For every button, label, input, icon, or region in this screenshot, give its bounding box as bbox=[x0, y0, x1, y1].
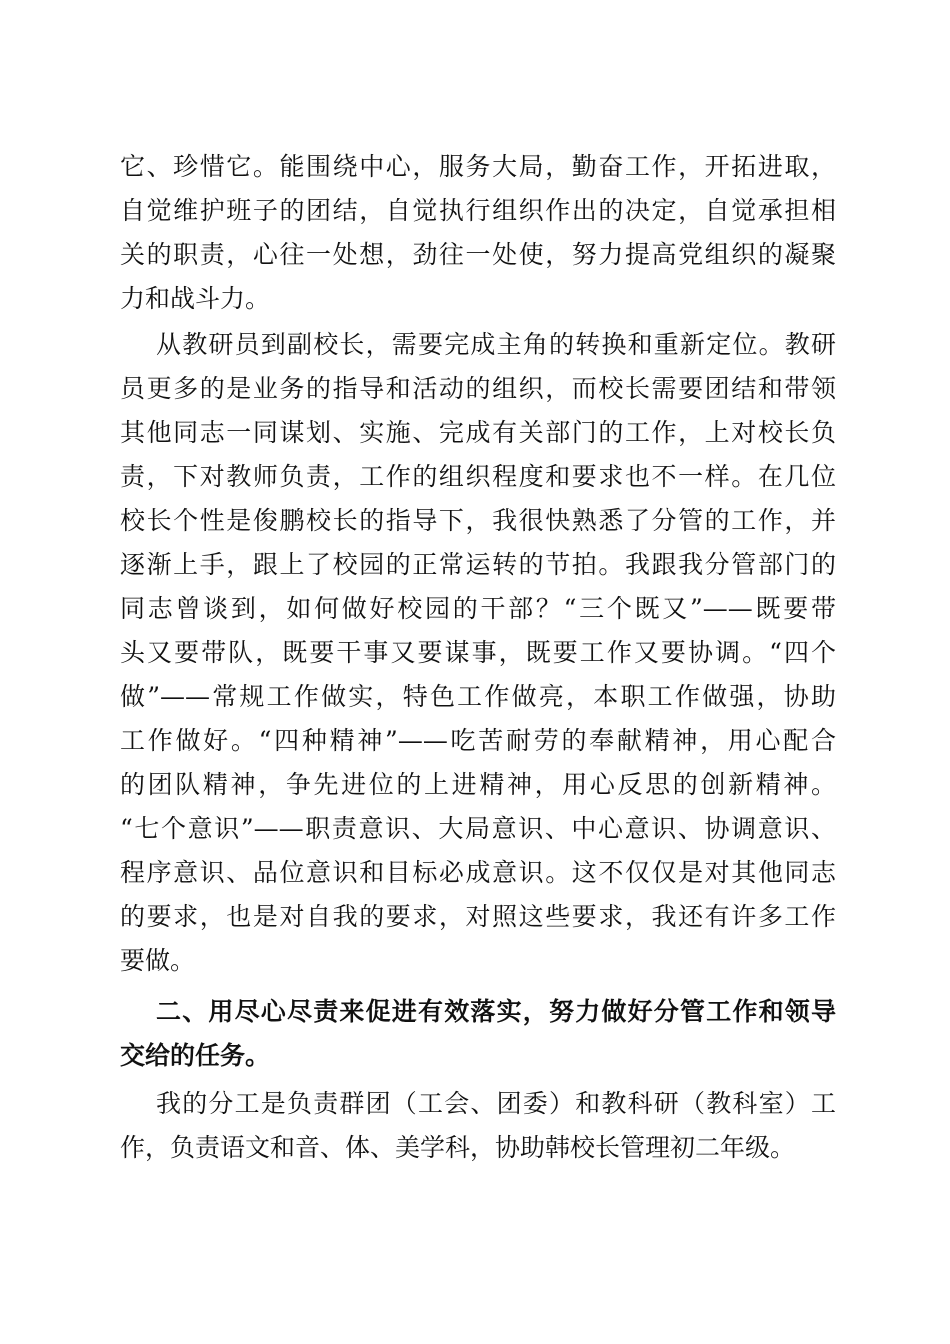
paragraph-2 bbox=[120, 323, 836, 983]
text-line: “七个意识”——职责意识、大局意识、中心意识、协调意识、 bbox=[120, 814, 836, 843]
text-line: 它、珍惜它。能围绕中心，服务大局，勤奋工作，开拓进取， bbox=[120, 152, 836, 181]
text-line: 的要求，也是对自我的要求，对照这些要求，我还有许多工作 bbox=[120, 902, 836, 931]
section-heading bbox=[120, 990, 836, 1078]
text-line: 自觉维护班子的团结，自觉执行组织作出的决定，自觉承担相 bbox=[120, 196, 836, 225]
text-line: 同志曾谈到，如何做好校园的干部？“三个既又”——既要带 bbox=[120, 594, 836, 623]
text-line: 头又要带队，既要干事又要谋事，既要工作又要协调。“四个 bbox=[120, 638, 836, 667]
text-line: 其他同志一同谋划、实施、完成有关部门的工作，上对校长负 bbox=[120, 418, 836, 447]
text-line: 从教研员到副校长，需要完成主角的转换和重新定位。教研 bbox=[156, 330, 836, 359]
heading-line: 交给的任务。 bbox=[120, 1041, 271, 1070]
heading-line: 二、用尽心尽责来促进有效落实，努力做好分管工作和领导 bbox=[156, 997, 836, 1026]
text-line: 员更多的是业务的指导和活动的组织，而校长需要团结和带领 bbox=[120, 374, 836, 403]
text-line: 责，下对教师负责，工作的组织程度和要求也不一样。在几位 bbox=[120, 462, 836, 491]
text-line: 逐渐上手，跟上了校园的正常运转的节拍。我跟我分管部门的 bbox=[120, 550, 836, 579]
text-line: 作，负责语文和音、体、美学科，协助韩校长管理初二年级。 bbox=[120, 1133, 796, 1162]
text-line: 校长个性是俊鹏校长的指导下，我很快熟悉了分管的工作，并 bbox=[120, 506, 836, 535]
paragraph-3 bbox=[120, 1082, 836, 1170]
text-line: 我的分工是负责群团（工会、团委）和教科研（教科室）工 bbox=[156, 1089, 836, 1118]
text-line: 程序意识、品位意识和目标必成意识。这不仅仅是对其他同志 bbox=[120, 858, 836, 887]
text-line: 要做。 bbox=[120, 946, 196, 975]
text-line: 做”——常规工作做实，特色工作做亮，本职工作做强，协助 bbox=[120, 682, 836, 711]
text-line: 的团队精神，争先进位的上进精神，用心反思的创新精神。 bbox=[120, 770, 836, 799]
text-line: 工作做好。“四种精神”——吃苦耐劳的奉献精神，用心配合 bbox=[120, 726, 836, 755]
text-line: 关的职责，心往一处想，劲往一处使，努力提高党组织的凝聚 bbox=[120, 240, 836, 269]
paragraph-1 bbox=[120, 145, 836, 321]
text-line: 力和战斗力。 bbox=[120, 284, 271, 313]
